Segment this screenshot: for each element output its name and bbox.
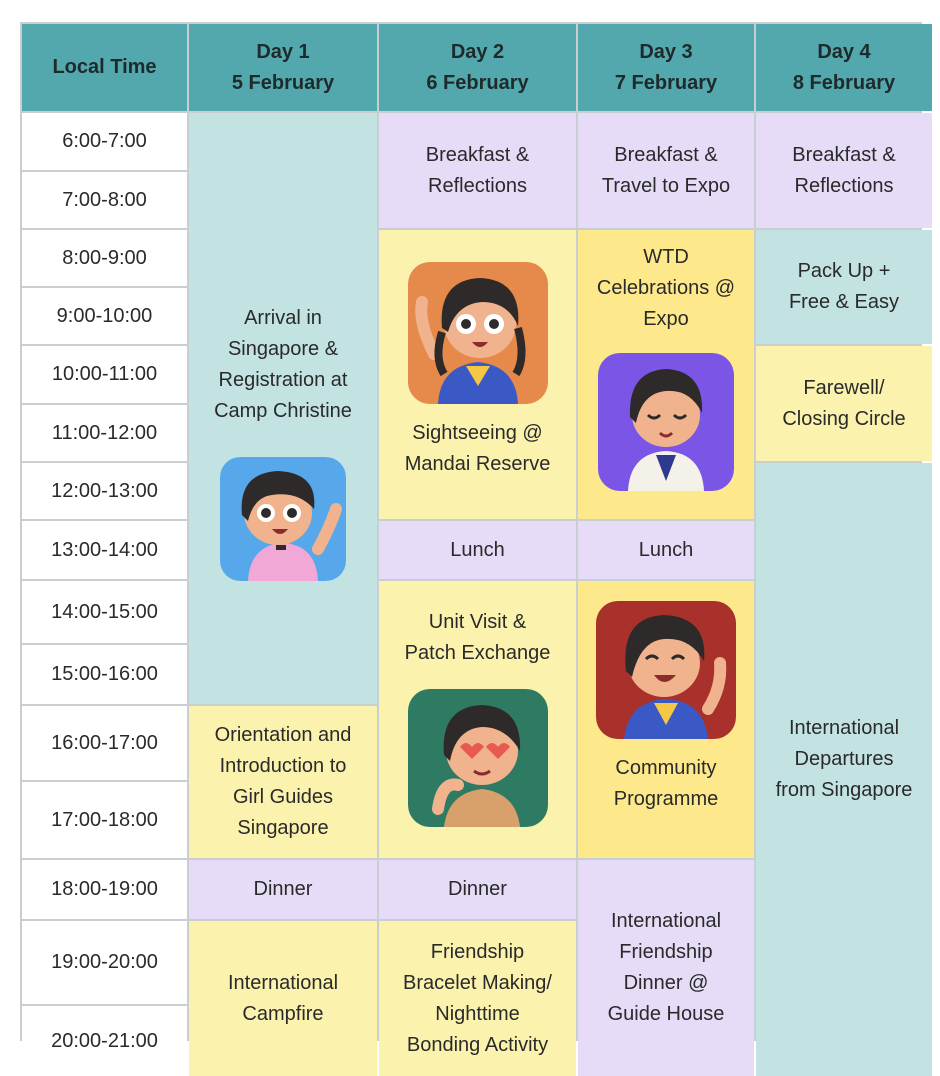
event-line: Singapore (237, 817, 329, 839)
day-label: Day 2 (450, 40, 505, 63)
event-campfire (189, 921, 377, 1076)
event-line: Reflections (794, 174, 894, 197)
event-line: Guide House (607, 1003, 725, 1025)
event-unit-visit (379, 581, 576, 858)
event-line: Breakfast & (792, 143, 896, 166)
event-orientation (189, 706, 377, 858)
event-line: WTD (643, 246, 689, 268)
event-dinner (189, 860, 377, 919)
time-slot: 20:00-21:00 (22, 1006, 187, 1076)
event-line: Sightseeing @ (412, 422, 543, 444)
event-sightseeing (379, 230, 576, 519)
event-line: Nighttime (435, 1002, 520, 1025)
event-line: Expo (643, 308, 689, 330)
girl-laughing-red-bg-icon (596, 601, 736, 739)
time-slot: 18:00-19:00 (22, 860, 187, 919)
event-line: Celebrations @ (596, 277, 736, 299)
event-lunch (578, 521, 754, 579)
event-line: Lunch (450, 538, 505, 561)
event-line: Breakfast & (425, 143, 530, 166)
header-local-time-label: Local Time (52, 56, 157, 78)
event-lunch (379, 521, 576, 579)
girl-smiling-purple-bg-icon (598, 353, 734, 491)
time-slot: 8:00-9:00 (22, 230, 187, 286)
event-line: Bonding Activity (406, 1033, 549, 1056)
event-line: Farewell/ (803, 376, 885, 399)
event-line: Friendship (430, 940, 525, 963)
event-line: Travel to Expo (601, 174, 731, 197)
day-label: Day 1 (256, 40, 310, 63)
girl-heart-eyes-green-bg-icon (408, 689, 548, 827)
event-line: Patch Exchange (404, 642, 551, 664)
event-line: Mandai Reserve (404, 453, 551, 475)
event-friendship-dinner (578, 860, 754, 1076)
event-line: Orientation and (214, 724, 352, 746)
date-label: 7 February (614, 71, 718, 94)
event-line: Closing Circle (782, 407, 906, 430)
event-line: Programme (613, 788, 719, 810)
time-slot: 15:00-16:00 (22, 645, 187, 704)
time-slot: 10:00-11:00 (22, 346, 187, 403)
event-line: Friendship (619, 941, 713, 963)
event-line: International (788, 717, 900, 739)
event-line: Free & Easy (788, 291, 900, 313)
event-line: International (610, 910, 722, 932)
event-community-programme (578, 581, 754, 858)
event-line: Camp Christine (214, 400, 352, 422)
time-slot: 11:00-12:00 (22, 405, 187, 461)
event-line: Girl Guides (232, 786, 334, 808)
event-line: International (227, 971, 339, 994)
time-slot: 17:00-18:00 (22, 782, 187, 858)
event-line: Arrival in (244, 307, 322, 329)
time-slot: 19:00-20:00 (22, 921, 187, 1004)
schedule-table (20, 22, 922, 1056)
day-label: Day 4 (817, 40, 871, 63)
event-line: Departures (794, 748, 894, 770)
event-line: Unit Visit & (428, 611, 527, 633)
event-line: Singapore & (227, 338, 339, 360)
date-label: 5 February (231, 71, 335, 94)
event-line: Dinner @ (623, 972, 709, 994)
time-slot: 12:00-13:00 (22, 463, 187, 519)
header-day-1 (189, 24, 377, 111)
time-slot: 9:00-10:00 (22, 288, 187, 344)
event-line: Reflections (428, 174, 527, 197)
date-label: 6 February (426, 71, 529, 94)
time-slot: 14:00-15:00 (22, 581, 187, 643)
event-line: Lunch (638, 538, 694, 561)
event-line: Registration at (218, 369, 348, 391)
header-day-2 (379, 24, 576, 111)
event-arrival (189, 113, 377, 704)
event-wtd-celebrations (578, 230, 754, 519)
event-breakfast (379, 113, 576, 228)
girl-waving-blue-bg-icon (220, 457, 346, 581)
date-label: 8 February (792, 71, 896, 94)
event-line: Breakfast & (614, 143, 718, 166)
event-line: Bracelet Making/ (403, 971, 552, 994)
event-breakfast-travel (578, 113, 754, 228)
time-slot: 7:00-8:00 (22, 172, 187, 228)
event-line: from Singapore (775, 779, 913, 801)
event-line: Pack Up + (797, 260, 891, 282)
event-bracelet (379, 921, 576, 1076)
event-line: Introduction to (219, 755, 347, 777)
event-farewell (756, 346, 932, 461)
header-day-3 (578, 24, 754, 111)
event-dinner (379, 860, 576, 919)
event-line: Campfire (242, 1002, 324, 1025)
header-local-time (22, 24, 187, 111)
time-slot: 13:00-14:00 (22, 521, 187, 579)
time-slot: 16:00-17:00 (22, 706, 187, 780)
event-line: Dinner (448, 878, 507, 900)
event-line: Dinner (253, 878, 313, 900)
event-pack-up (756, 230, 932, 344)
event-departures (756, 463, 932, 1076)
day-label: Day 3 (639, 40, 693, 63)
header-day-4 (756, 24, 932, 111)
time-slot: 6:00-7:00 (22, 113, 187, 170)
girl-waving-orange-bg-icon (408, 262, 548, 404)
event-breakfast (756, 113, 932, 228)
event-line: Community (615, 757, 717, 779)
